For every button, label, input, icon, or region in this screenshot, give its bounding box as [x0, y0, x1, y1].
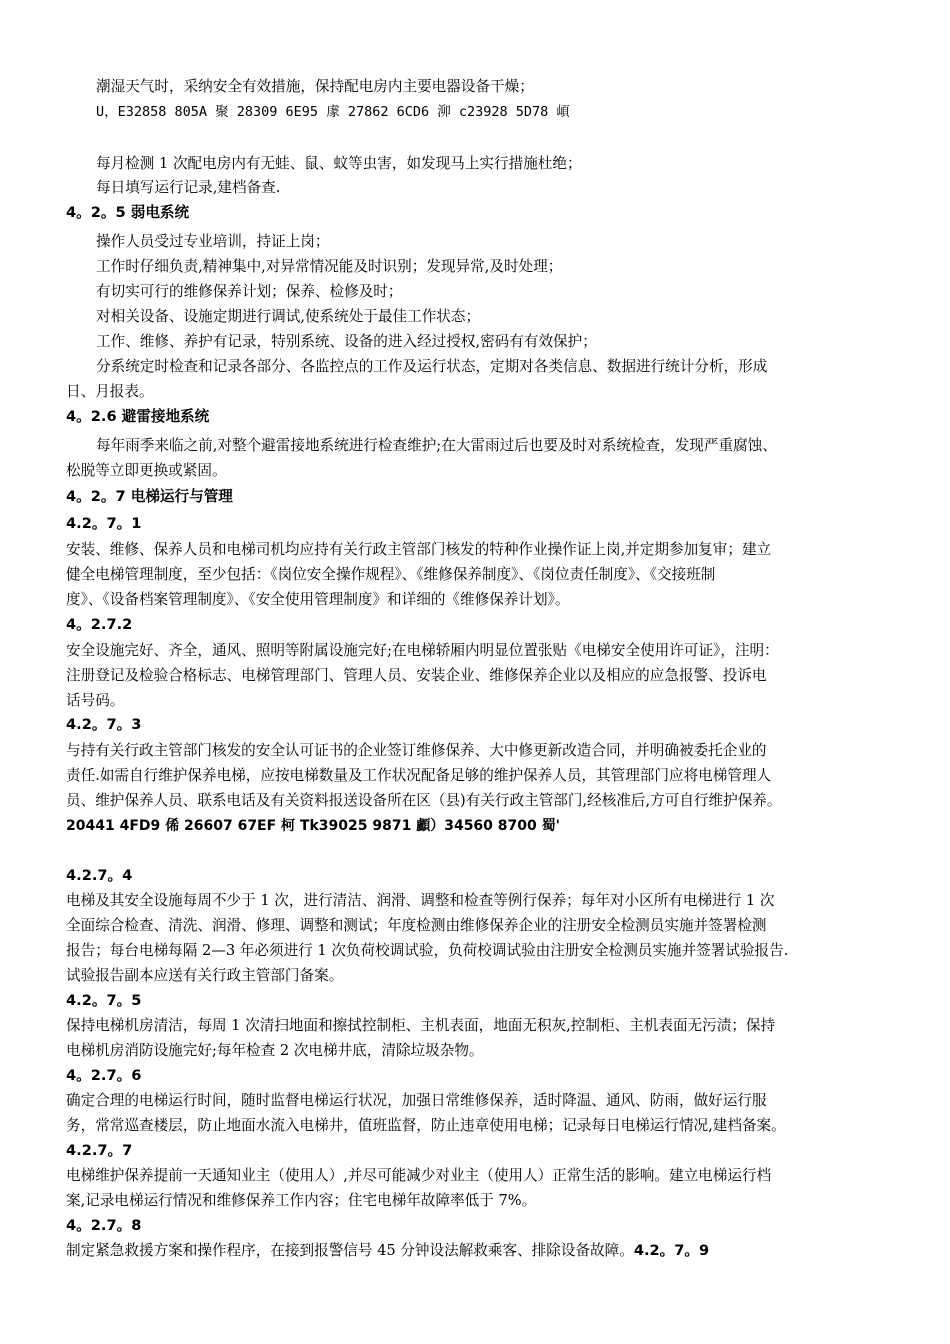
paragraph-line: 松脱等立即更换或紧固。 [66, 462, 227, 479]
paragraph-line: 安装、维修、保养人员和电梯司机均应持有关行政主管部门核发的特种作业操作证上岗,并定期参加复审；建立 [66, 541, 772, 558]
encoded-text-line: 20441 4FD9 俙 26607 67EF 柯 Tk39025 9871 顱）34560 8700 蜀' [66, 818, 560, 834]
subsection-heading-4-2-7-9: 4.2。7。9 [633, 1242, 710, 1259]
paragraph-line: 注册登记及检验合格标志、电梯管理部门、管理人员、安装企业、维修保养企业以及相应的应急报警、投诉电 [66, 667, 767, 684]
paragraph-line: 员、维护保养人员、联系电话及有关资料报送设备所在区（县)有关行政主管部门,经核准后,方可自行维护保养。 [66, 792, 782, 809]
paragraph-line: 每年雨季来临之前,对整个避雷接地系统进行检查维护;在大雷雨过后也要及时对系统检查，发现严重腐蚀、 [96, 437, 777, 454]
paragraph-line: 全面综合检查、清洗、润滑、修理、调整和测试；年度检测由维修保养企业的注册安全检测员实施并签署检测 [66, 917, 767, 934]
paragraph-line: 话号码。 [66, 692, 125, 709]
paragraph-line: 日、月报表。 [66, 383, 154, 400]
paragraph-line: 操作人员受过专业培训，持证上岗； [96, 233, 330, 250]
section-heading-4-2-5: 4。2。5 弱电系统 [66, 204, 190, 221]
section-heading-4-2-7: 4。2。7 电梯运行与管理 [66, 488, 233, 505]
subsection-heading-4-2-7-2: 4。2.7.2 [66, 616, 133, 633]
paragraph-line: 每月检测 1 次配电房内有无蛙、鼠、蚊等虫害，如发现马上实行措施杜绝； [96, 155, 582, 172]
paragraph-line: 潮湿天气时，采纳安全有效措施，保持配电房内主要电器设备干燥； [96, 78, 534, 95]
paragraph-line: 分系统定时检查和记录各部分、各监控点的工作及运行状态，定期对各类信息、数据进行统计分析，形成 [96, 358, 768, 375]
paragraph-line: 报告；每台电梯每隔 2—3 年必须进行 1 次负荷校调试验，负荷校调试验由注册安全检测员实施并签署试验报告. [66, 942, 789, 959]
section-heading-4-2-6: 4。2.6 避雷接地系统 [66, 408, 210, 425]
subsection-heading-4-2-7-6: 4。2.7。6 [66, 1067, 142, 1084]
paragraph-line: 责任.如需自行维护保养电梯，应按电梯数量及工作状况配备足够的维护保养人员，其管理部门应将电梯管理人 [66, 767, 772, 784]
paragraph-text: 制定紧急救援方案和操作程序，在接到报警信号 45 分钟设法解救乘客、排除设备故障。 [66, 1242, 634, 1259]
paragraph-line: 与持有关行政主管部门核发的安全认可证书的企业签订维修保养、大中修更新改造合同，并明确被委托企业的 [66, 742, 767, 759]
encoded-text-line: U，E32858 805A 聚 28309 6E95 豦 27862 6CD6 泖 c23928 5D78 崸 [96, 104, 570, 120]
paragraph-line: 试验报告副本应送有关行政主管部门备案。 [66, 967, 344, 984]
subsection-heading-4-2-7-8: 4。2.7。8 [66, 1217, 142, 1234]
paragraph-line: 工作、维修、养护有记录，特别系统、设备的进入经过授权,密码有有效保护； [96, 333, 597, 350]
paragraph-line: 电梯机房消防设施完好;每年检查 2 次电梯井底，清除垃圾杂物。 [66, 1042, 484, 1059]
paragraph-line: 健全电梯管理制度，至少包括：《岗位安全操作规程》、《维修保养制度》、《岗位责任制度》、《交接班制 [66, 566, 716, 583]
paragraph-line: 确定合理的电梯运行时间，随时监督电梯运行状况，加强日常维修保养，适时降温、通风、防雨，做好运行服 [66, 1092, 767, 1109]
subsection-heading-4-2-7-1: 4.2。7。1 [66, 515, 142, 532]
paragraph-line [66, 1238, 709, 1263]
paragraph-line: 电梯及其安全设施每周不少于 1 次，进行清洁、润滑、调整和检查等例行保养；每年对小区所有电梯进行 1 次 [66, 892, 775, 909]
subsection-heading-4-2-7-5: 4.2。7。5 [66, 992, 142, 1009]
paragraph-line: 保持电梯机房清洁，每周 1 次清扫地面和擦拭控制柜、主机表面，地面无积灰,控制柜、主机表面无污渍；保持 [66, 1017, 776, 1034]
subsection-heading-4-2-7-3: 4.2。7。3 [66, 716, 142, 733]
paragraph-line: 每日填写运行记录,建档备查. [96, 179, 281, 196]
subsection-heading-4-2-7-7: 4.2.7。7 [66, 1142, 133, 1159]
paragraph-line: 对相关设备、设施定期进行调试,使系统处于最佳工作状态； [96, 308, 481, 325]
paragraph-line: 案,记录电梯运行情况和维修保养工作内容；住宅电梯年故障率低于 7%。 [66, 1192, 537, 1209]
paragraph-line: 度》、《设备档案管理制度》、《安全使用管理制度》和详细的《维修保养计划》。 [66, 591, 570, 608]
paragraph-line: 务，常常巡查楼层，防止地面水流入电梯井，值班监督，防止违章使用电梯；记录每日电梯运行情况,建档备案。 [66, 1117, 786, 1134]
paragraph-line: 有切实可行的维修保养计划；保养、检修及时； [96, 283, 403, 300]
paragraph-line: 电梯维护保养提前一天通知业主（使用人）,并尽可能减少对业主（使用人）正常生活的影响。建立电梯运行档 [66, 1167, 772, 1184]
paragraph-line: 工作时仔细负责,精神集中,对异常情况能及时识别；发现异常,及时处理； [96, 258, 563, 275]
paragraph-line: 安全设施完好、齐全，通风、照明等附属设施完好;在电梯轿厢内明显位置张贴《电梯安全使用许可证》，注明： [66, 642, 779, 659]
subsection-heading-4-2-7-4: 4.2.7。4 [66, 867, 133, 884]
